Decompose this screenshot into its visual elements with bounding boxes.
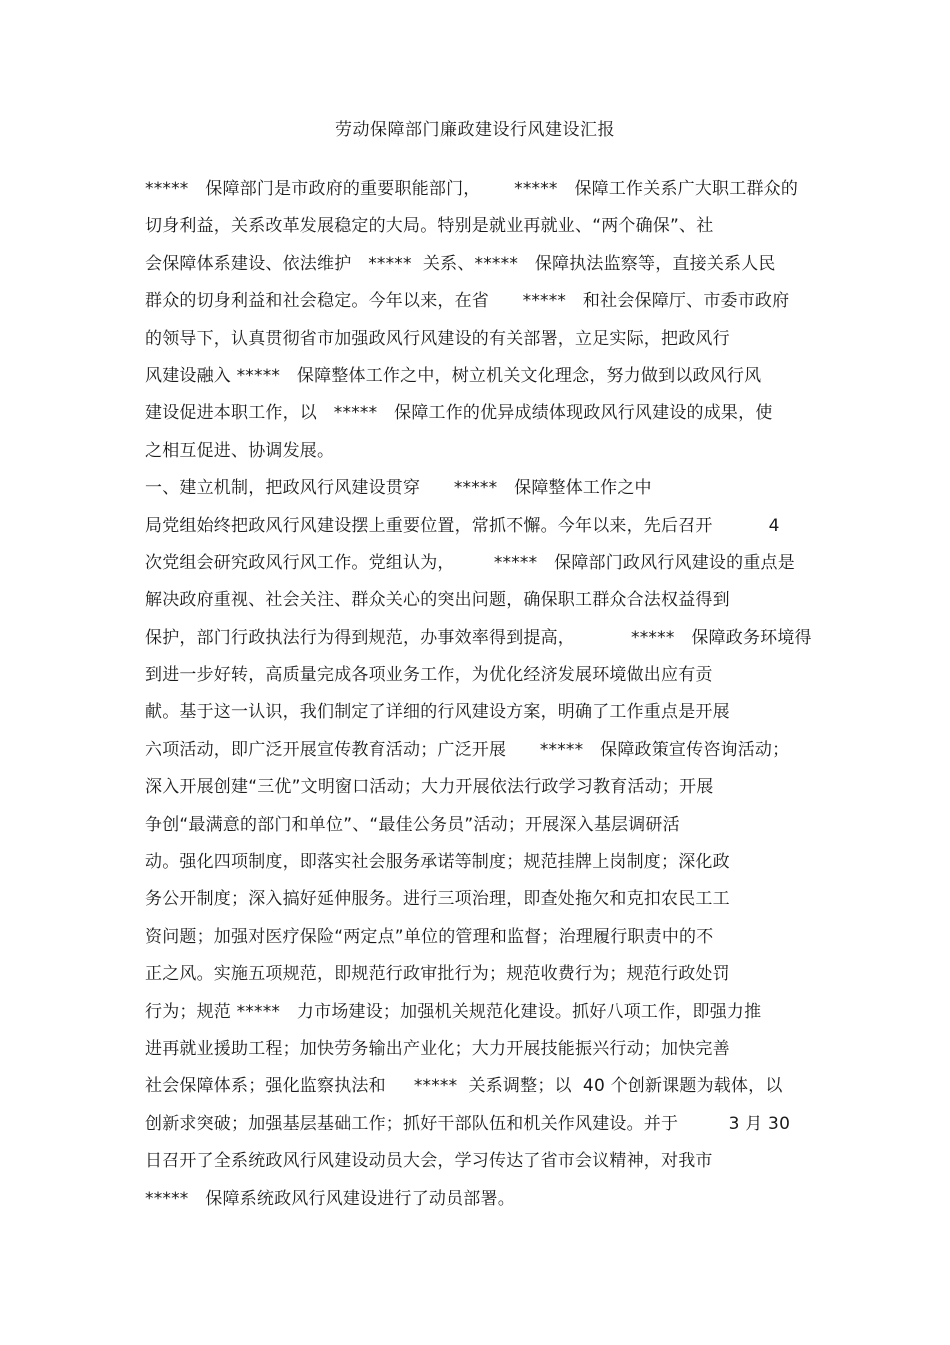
body-line: 行为；规范 ***** 力市场建设；加强机关规范化建设。抓好八项工作，即强力推	[145, 1001, 762, 1022]
body-line: 进再就业援助工程；加快劳务输出产业化；大力开展技能振兴行动；加快完善	[145, 1038, 730, 1059]
body-line: 日召开了全系统政风行风建设动员大会，学习传达了省市会议精神，对我市	[145, 1151, 713, 1172]
body-line: 会保障体系建设、依法维护 ***** 关系、***** 保障执法监察等，直接关系人民	[145, 253, 776, 274]
body-line: 群众的切身利益和社会稳定。今年以来，在省 ***** 和社会保障厅、市委市政府	[145, 291, 790, 312]
body-line: 献。基于这一认识，我们制定了详细的行风建设方案，明确了工作重点是开展	[145, 702, 730, 723]
body-line: 次党组会研究政风行风工作。党组认为， ***** 保障部门政风行风建设的重点是	[145, 552, 795, 573]
body-line: 切身利益，关系改革发展稳定的大局。特别是就业再就业、“两个确保”、社	[145, 216, 714, 237]
document-body	[145, 176, 815, 1223]
body-line: 务公开制度；深入搞好延伸服务。进行三项治理，即查处拖欠和克扣农民工工	[145, 889, 730, 910]
section-heading: 一、建立机制，把政风行风建设贯穿 ***** 保障整体工作之中	[145, 478, 652, 499]
body-line: 的领导下，认真贯彻省市加强政风行风建设的有关部署，立足实际，把政风行	[145, 328, 730, 349]
body-line: 争创“最满意的部门和单位”、“最佳公务员”活动；开展深入基层调研活	[145, 814, 680, 835]
body-line: ***** 保障部门是市政府的重要职能部门， ***** 保障工作关系广大职工群众的	[145, 179, 799, 199]
body-line: 风建设融入 ***** 保障整体工作之中，树立机关文化理念，努力做到以政风行风	[145, 365, 762, 386]
body-line: 正之风。实施五项规范，即规范行政审批行为；规范收费行为；规范行政处罚	[145, 964, 730, 985]
body-line: 保护，部门行政执法行为得到规范，办事效率得到提高， ***** 保障政务环境得	[145, 627, 812, 648]
body-line: 深入开展创建“三优”文明窗口活动；大力开展依法行政学习教育活动；开展	[145, 777, 714, 798]
body-line: 六项活动，即广泛开展宣传教育活动；广泛开展 ***** 保障政策宣传咨询活动；	[145, 739, 790, 760]
body-line: 局党组始终把政风行风建设摆上重要位置，常抓不懈。今年以来，先后召开 4	[145, 515, 780, 536]
body-line: 到进一步好转，高质量完成各项业务工作，为优化经济发展环境做出应有贡	[145, 665, 713, 686]
body-line: 资问题；加强对医疗保险“两定点”单位的管理和监督；治理履行职责中的不	[145, 926, 714, 947]
body-line: 社会保障体系；强化监察执法和 ***** 关系调整；以 40 个创新课题为载体，以	[145, 1076, 783, 1097]
document-title: 劳动保障部门廉政建设行风建设汇报	[335, 120, 615, 140]
body-line: ***** 保障系统政风行风建设进行了动员部署。	[145, 1188, 515, 1209]
body-line: 动。强化四项制度，即落实社会服务承诺等制度；规范挂牌上岗制度；深化政	[145, 852, 730, 873]
body-line: 创新求突破；加强基层基础工作；抓好干部队伍和机关作风建设。并于 3 月 30	[145, 1113, 791, 1134]
body-line: 建设促进本职工作，以 ***** 保障工作的优异成绩体现政风行风建设的成果，使	[145, 403, 773, 424]
body-line: 之相互促进、协调发展。	[145, 440, 335, 461]
body-line: 解决政府重视、社会关注、群众关心的突出问题，确保职工群众合法权益得到	[145, 590, 730, 611]
